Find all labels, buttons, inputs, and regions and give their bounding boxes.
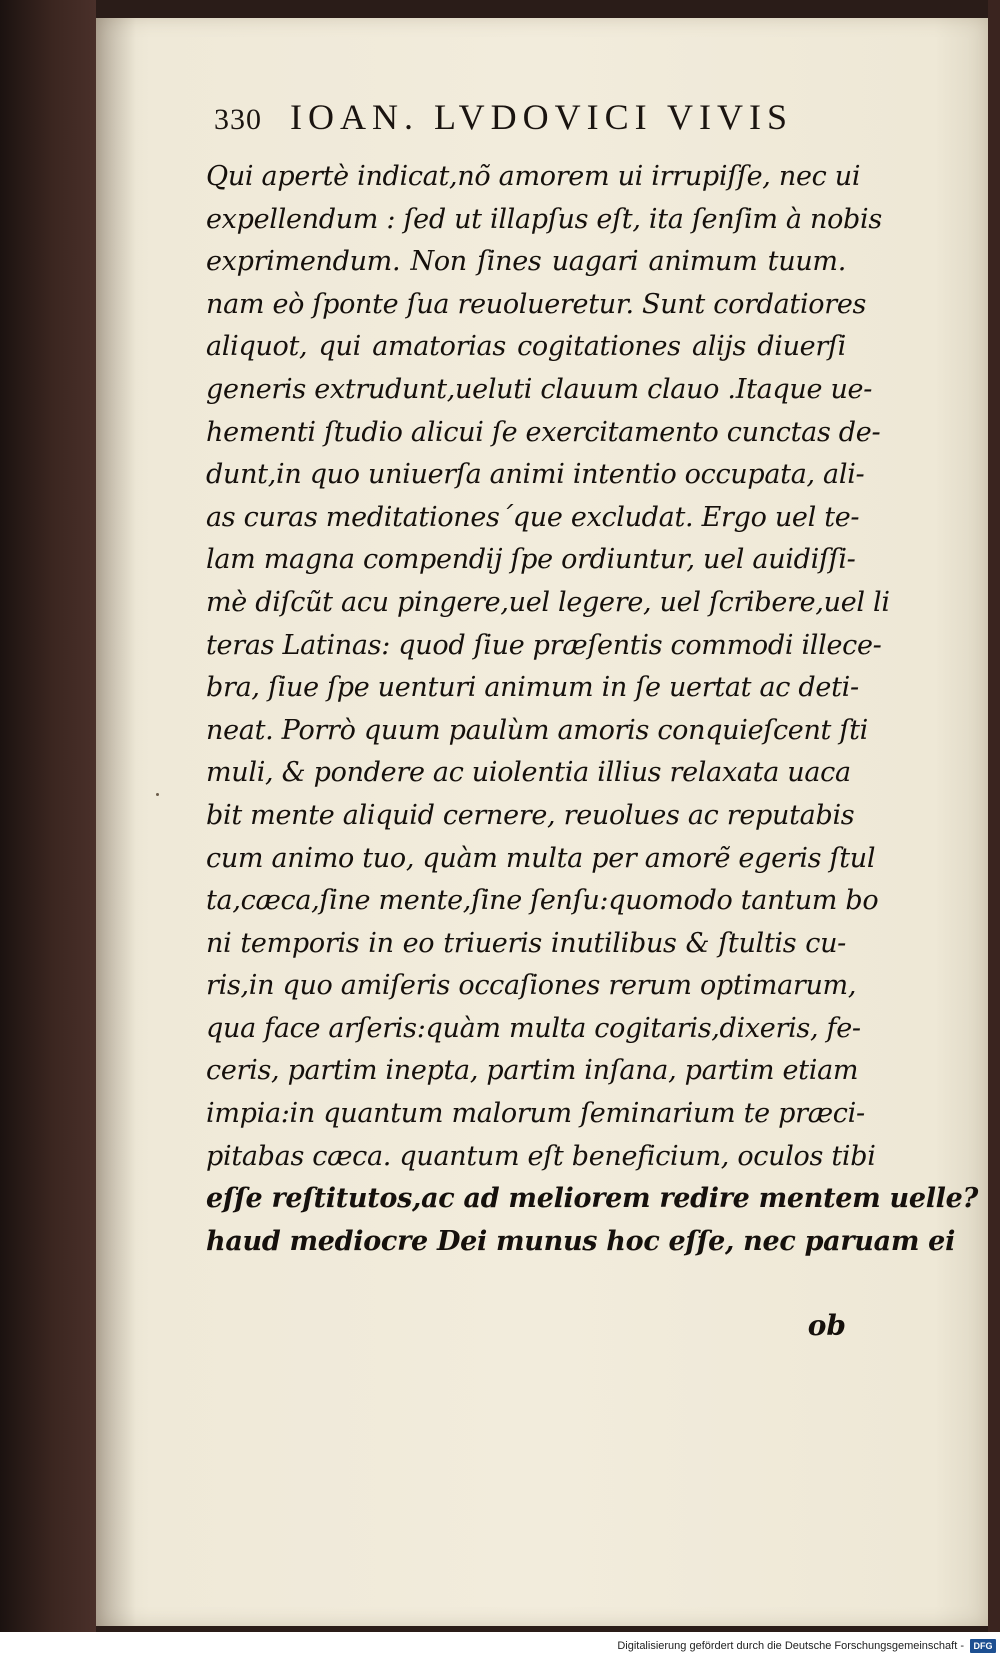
text-line: nam eò ſponte ſua reuolueretur. Sunt cordatiores <box>206 288 867 320</box>
text-line: ta,cæca,ſine mente,ſine ſenſu:quomodo tantum bo <box>206 885 879 917</box>
text-line: muli, & pondere ac uiolentia illius relaxata uaca <box>206 757 851 789</box>
catchword: ob <box>807 1309 846 1342</box>
text-line: haud mediocre Dei munus hoc eſſe, nec paruam ei <box>206 1225 956 1257</box>
text-line: cum animo tuo, quàm multa per amorẽ egeris ſtul <box>206 842 876 874</box>
text-line: expellendum : ſed ut illapſus eſt, ita ſenſim à nobis <box>206 203 882 235</box>
digitization-footer <box>0 1632 1000 1659</box>
text-line: Qui apertè indicat,nõ amorem ui irrupiſſe, nec ui <box>206 161 861 192</box>
text-line: generis extrudunt,ueluti clauum clauo .Itaque ue- <box>206 373 873 405</box>
dfg-logo: DFG <box>970 1639 996 1653</box>
text-line: eſſe reſtitutos,ac ad meliorem redire mentem uelle? <box>206 1183 979 1215</box>
text-line: bra, ſiue ſpe uenturi animum in ſe uertat ac deti- <box>206 672 859 704</box>
body-text <box>206 156 979 1263</box>
footer-credit: Digitalisierung gefördert durch die Deutsche Forschungsgemeinschaft - <box>617 1639 964 1652</box>
gutter-shadow <box>96 18 136 1626</box>
text-line: mè diſcũt acu pingere,uel legere, uel ſcribere,uel li <box>206 586 890 618</box>
text-line: ceris, partim inepta, partim inſana, partim etiam <box>206 1055 859 1087</box>
running-head: IOAN. LVDOVICI VIVIS <box>290 97 793 137</box>
page-number: 330 <box>214 103 262 136</box>
text-line: ris,in quo amiſeris occaſiones rerum optimarum, <box>206 970 857 1002</box>
text-line: pitabas cæca. quantum eſt beneficium, oculos tibi <box>206 1140 876 1172</box>
catchword-container <box>206 1309 846 1342</box>
text-line: qua face arſeris:quàm multa cogitaris,dixeris, fe- <box>206 1012 861 1044</box>
paper-speck <box>156 793 159 796</box>
page-header <box>214 96 834 148</box>
text-line: impia:in quantum malorum ſeminarium te præci- <box>206 1098 865 1130</box>
text-line: exprimendum. Non ſines uagari animum tuum. <box>206 246 846 278</box>
text-line: as curas meditationes´que excludat. Ergo uel te- <box>206 501 860 533</box>
text-line: ni temporis in eo triueris inutilibus & ſtultis cu- <box>206 927 846 959</box>
text-line: hementi ſtudio alicui ſe exercitamento cunctas de- <box>206 416 881 448</box>
text-line: dunt,in quo uniuerſa animi intentio occupata, ali- <box>206 459 865 491</box>
text-line: lam magna compendij ſpe ordiuntur, uel auidiſſi- <box>206 544 856 576</box>
text-line: bit mente aliquid cernere, reuolues ac reputabis <box>206 799 855 831</box>
text-line: neat. Porrò quum paulùm amoris conquieſcent ſti <box>206 714 868 746</box>
text-line: aliquot, qui amatorias cogitationes alijs diuerſi <box>206 331 846 363</box>
book-fore-edge <box>988 0 1000 1632</box>
book-binding-edge <box>0 0 96 1632</box>
text-line: teras Latinas: quod ſiue præſentis commodi illece- <box>206 629 882 661</box>
